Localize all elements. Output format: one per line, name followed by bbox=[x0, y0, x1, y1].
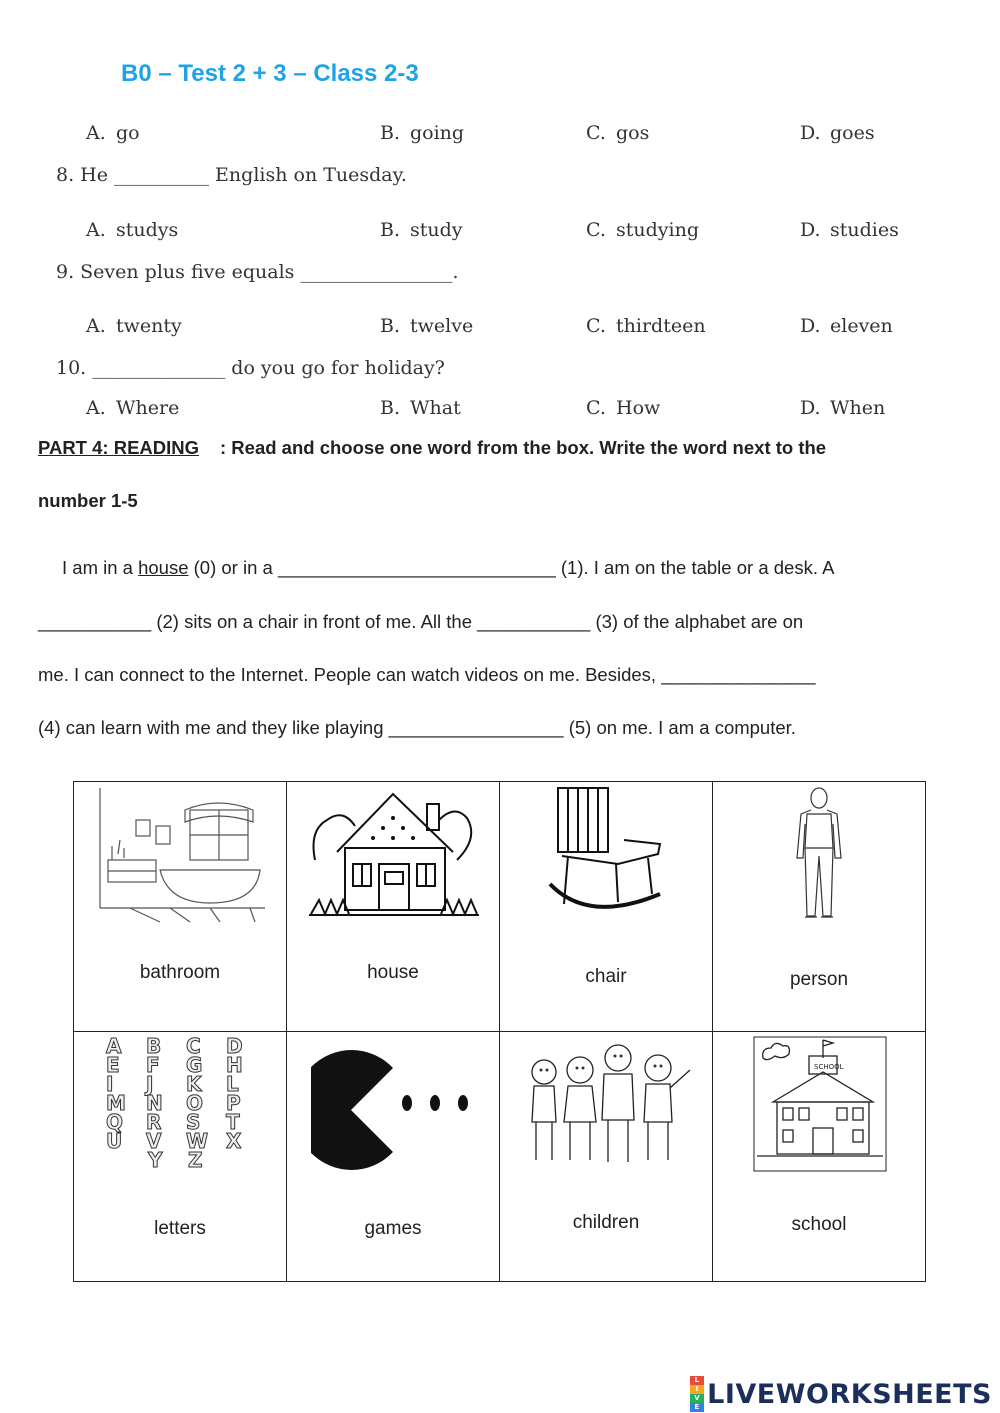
word-box-table bbox=[73, 781, 926, 1282]
letter-glyph: D bbox=[226, 1036, 243, 1058]
letter-glyph: L bbox=[226, 1072, 239, 1096]
option-a[interactable]: A. twenty bbox=[86, 315, 182, 337]
question-8-stem: 8. He __________ English on Tuesday. bbox=[56, 164, 407, 186]
question-9-options bbox=[0, 315, 1000, 341]
letter-glyph: Y bbox=[148, 1148, 163, 1168]
letter-glyph: B bbox=[146, 1036, 162, 1058]
svg-text:SCHOOL: SCHOOL bbox=[814, 1063, 844, 1071]
word-label: person bbox=[789, 969, 849, 990]
word-label: school bbox=[791, 1214, 847, 1235]
letter-glyph: N bbox=[146, 1091, 163, 1115]
rocking-chair-icon bbox=[548, 784, 668, 924]
word-cell-children[interactable] bbox=[500, 1032, 713, 1282]
letter-glyph: K bbox=[186, 1072, 202, 1096]
option-b[interactable]: B. study bbox=[380, 219, 463, 241]
word-cell-chair[interactable] bbox=[500, 782, 713, 1032]
house-icon bbox=[309, 790, 479, 918]
option-b[interactable]: B. going bbox=[380, 122, 465, 144]
letter-glyph: S bbox=[186, 1110, 201, 1134]
word-cell-letters[interactable] bbox=[74, 1032, 287, 1282]
option-c[interactable]: C. thirdteen bbox=[586, 315, 706, 337]
word-label: letters bbox=[154, 1218, 206, 1239]
letter-glyph: T bbox=[226, 1110, 240, 1134]
letter-glyph: Z bbox=[188, 1148, 203, 1168]
letter-glyph: I bbox=[106, 1072, 114, 1096]
school-icon bbox=[753, 1036, 887, 1172]
example-word: house bbox=[138, 557, 189, 578]
question-10-stem: 10. ______________ do you go for holiday? bbox=[56, 357, 445, 379]
page-title: B0 – Test 2 + 3 – Class 2-3 bbox=[121, 60, 419, 87]
children-icon bbox=[522, 1042, 694, 1170]
option-a[interactable]: A. go bbox=[86, 122, 140, 144]
option-d[interactable]: D. eleven bbox=[800, 315, 893, 337]
word-label: children bbox=[572, 1212, 640, 1233]
question-8-options bbox=[0, 219, 1000, 245]
letter-glyph: X bbox=[226, 1129, 242, 1153]
letter-glyph: F bbox=[146, 1053, 160, 1077]
passage-line-3: me. I can connect to the Internet. People can watch videos on me. Besides, _______________ bbox=[38, 664, 816, 685]
letter-glyph: W bbox=[186, 1129, 209, 1153]
letters-icon bbox=[100, 1036, 266, 1168]
letter-glyph: C bbox=[186, 1036, 201, 1058]
passage-line-4: (4) can learn with me and they like playing _________________ (5) on me. I am a computer. bbox=[38, 717, 796, 738]
logo-badge: L I V E bbox=[690, 1376, 704, 1412]
option-b[interactable]: B. twelve bbox=[380, 315, 474, 337]
word-label: chair bbox=[585, 966, 627, 987]
part4-instruction: : Read and choose one word from the box. Write the word next to the bbox=[220, 437, 827, 458]
part4-instruction-cont: number 1-5 bbox=[38, 490, 138, 511]
letter-glyph: G bbox=[186, 1053, 203, 1077]
word-cell-games[interactable] bbox=[287, 1032, 500, 1282]
option-b[interactable]: B. What bbox=[380, 397, 461, 419]
pacman-icon bbox=[311, 1042, 481, 1170]
letter-glyph: J bbox=[146, 1072, 154, 1096]
passage-line-1: I am in a house (0) or in a ___________________________ (1). I am on the table or a desk. A bbox=[62, 557, 835, 578]
word-cell-school[interactable] bbox=[713, 1032, 926, 1282]
word-label: games bbox=[364, 1218, 422, 1239]
letter-glyph: P bbox=[226, 1091, 241, 1115]
part4-heading: PART 4: READING bbox=[38, 437, 200, 458]
word-cell-bathroom[interactable] bbox=[74, 782, 287, 1032]
option-a[interactable]: A. Where bbox=[86, 397, 180, 419]
letter-glyph: A bbox=[106, 1036, 122, 1058]
option-c[interactable]: C. gos bbox=[586, 122, 650, 144]
option-d[interactable]: D. goes bbox=[800, 122, 875, 144]
letter-glyph: M bbox=[106, 1091, 126, 1115]
letter-glyph: E bbox=[106, 1053, 120, 1077]
option-c[interactable]: C. How bbox=[586, 397, 661, 419]
option-a[interactable]: A. studys bbox=[86, 219, 179, 241]
bathroom-icon bbox=[90, 788, 270, 923]
letters-art bbox=[100, 1036, 266, 1168]
option-d[interactable]: D. When bbox=[800, 397, 886, 419]
option-d[interactable]: D. studies bbox=[800, 219, 899, 241]
letter-glyph: R bbox=[146, 1110, 162, 1134]
question-7-options bbox=[0, 122, 1000, 148]
question-10-options bbox=[0, 397, 1000, 423]
liveworksheets-logo: L I V E LIVEWORKSHEETS bbox=[690, 1376, 992, 1412]
letter-glyph: Q bbox=[106, 1110, 124, 1134]
question-9-stem: 9. Seven plus five equals ________________. bbox=[56, 261, 459, 283]
letter-glyph: U bbox=[106, 1129, 123, 1153]
letter-glyph: O bbox=[186, 1091, 204, 1115]
word-label: bathroom bbox=[139, 962, 221, 983]
word-cell-house[interactable] bbox=[287, 782, 500, 1032]
word-label: house bbox=[367, 962, 419, 983]
word-cell-person[interactable] bbox=[713, 782, 926, 1032]
option-c[interactable]: C. studying bbox=[586, 219, 699, 241]
letter-glyph: V bbox=[146, 1129, 162, 1153]
person-icon bbox=[791, 786, 847, 922]
letter-glyph: H bbox=[226, 1053, 243, 1077]
passage-line-2: ___________ (2) sits on a chair in front of me. All the ___________ (3) of the alphabet are on bbox=[38, 611, 804, 632]
